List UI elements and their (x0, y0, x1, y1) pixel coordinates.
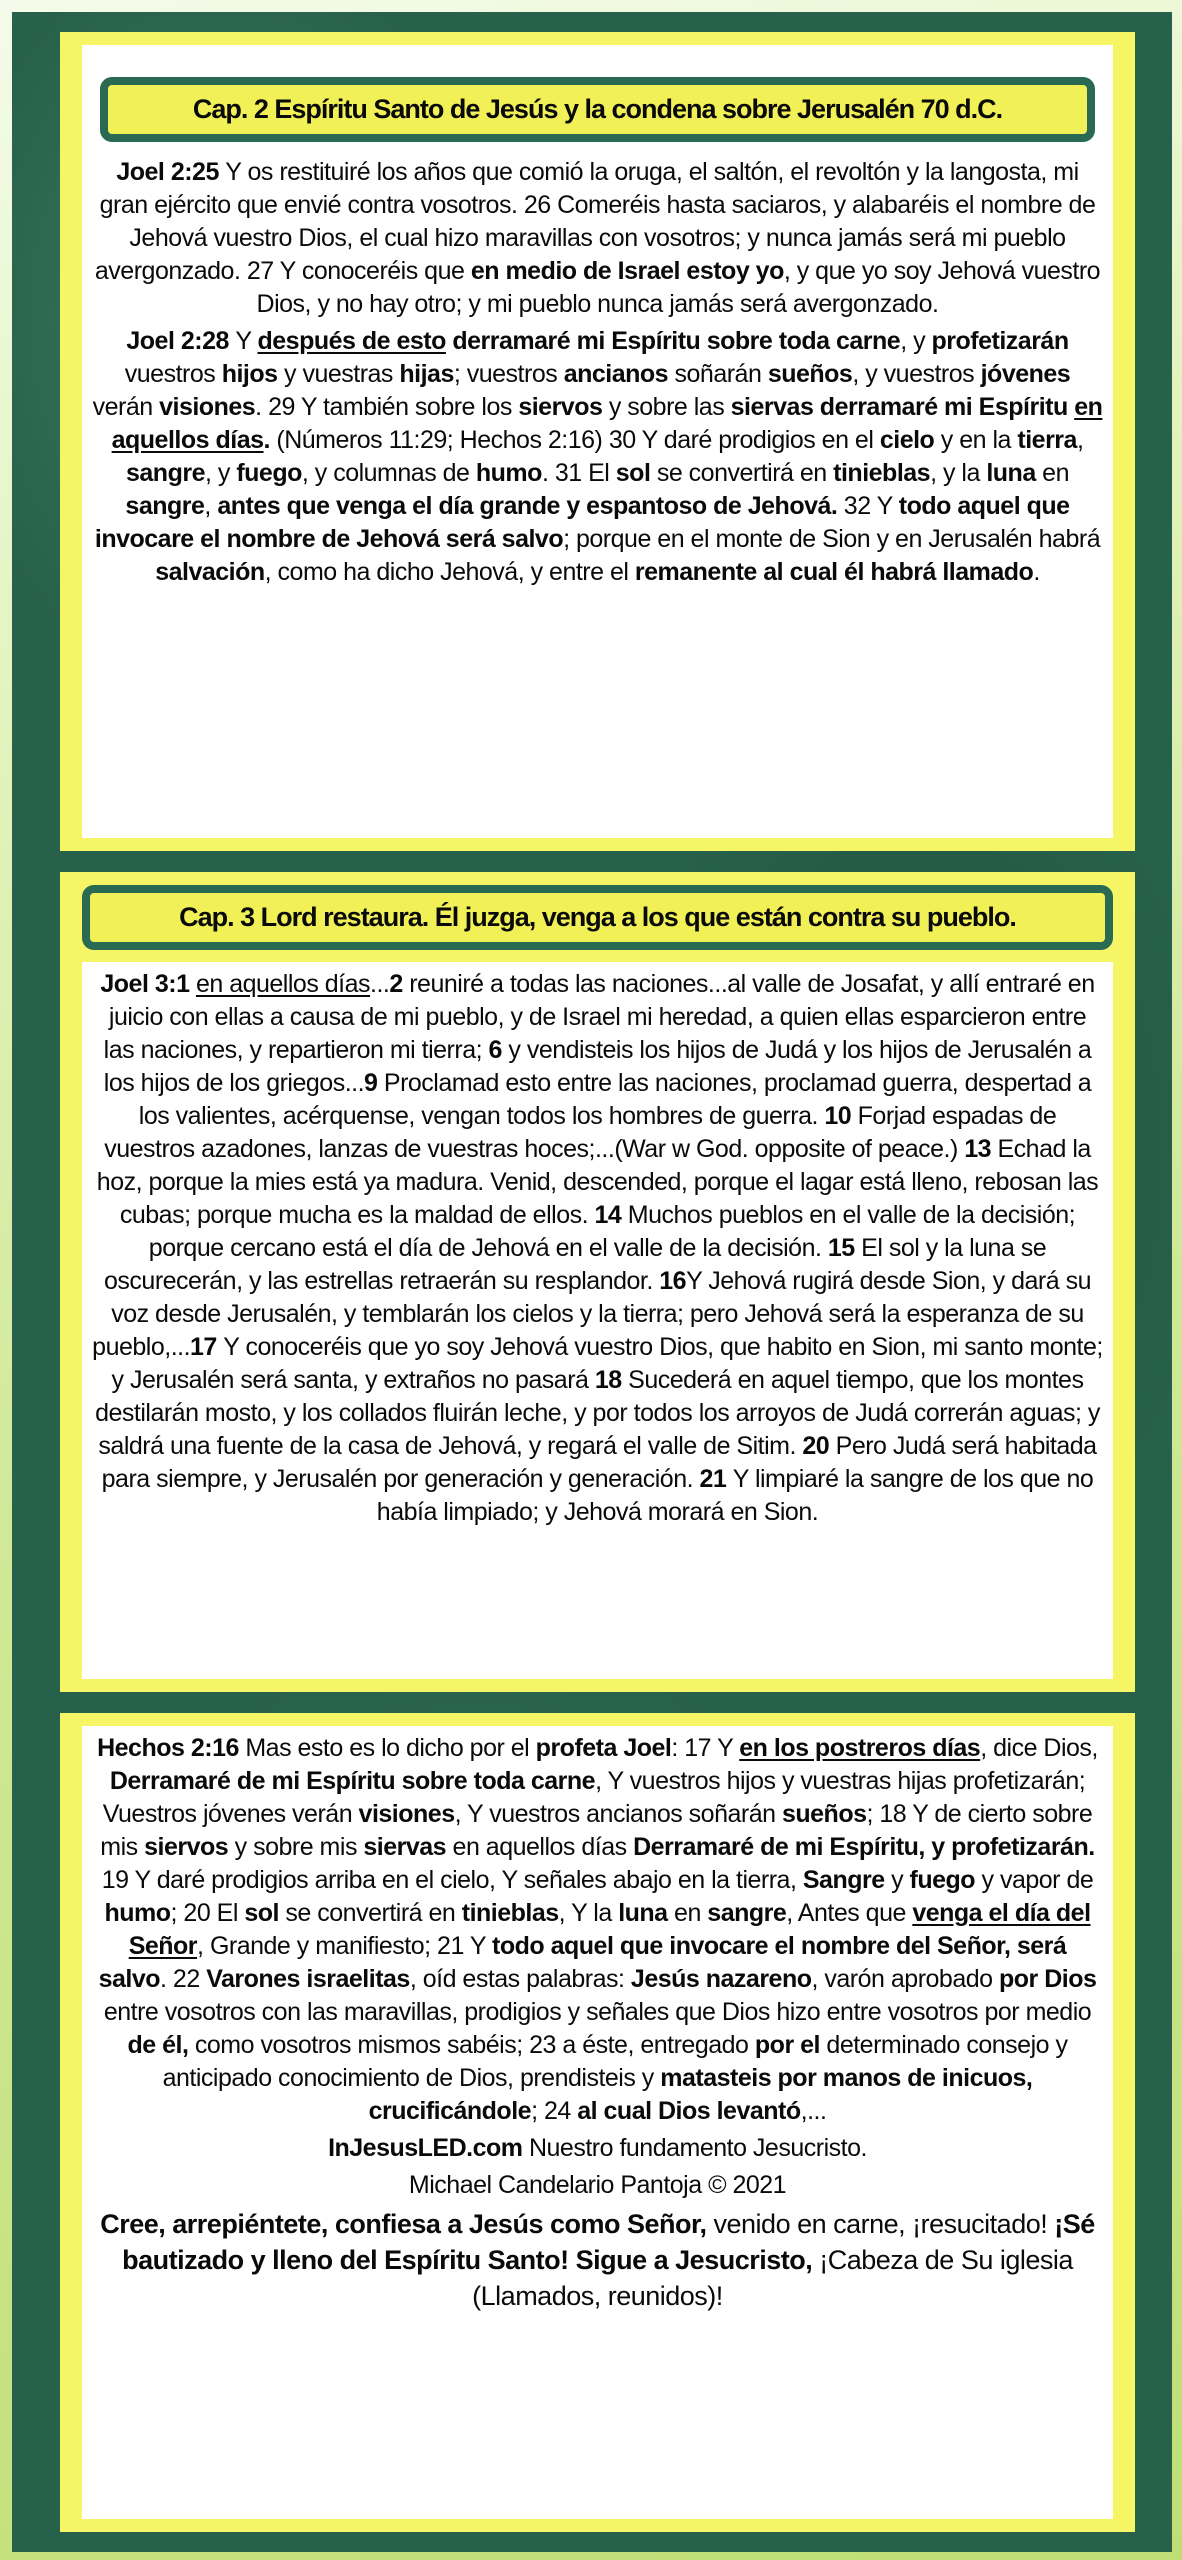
text-run: Hechos 2:16 (97, 1733, 246, 1762)
text-run: 21 (699, 1465, 733, 1494)
text-run: , Antes que (786, 1898, 913, 1927)
outer-frame (12, 12, 1172, 2552)
text-run: , (204, 492, 218, 521)
text-run: todo aquel que invocare el nombre de Jehová será salvo (94, 492, 1070, 554)
text-run: Joel 2:25 (116, 158, 226, 187)
text-run: en aquellos días (446, 1832, 634, 1861)
text-run: 16 (659, 1267, 687, 1296)
panel-joel-3-body (82, 962, 1113, 1678)
text-run: Sangre (802, 1865, 885, 1894)
text-run: en aquellos días (195, 970, 371, 999)
text-run: verán (92, 393, 160, 422)
text-run: . 22 (160, 1964, 207, 1993)
paragraph (92, 2169, 1103, 2202)
text-run: matasteis por manos de inicuos, crucificándole (368, 2063, 1033, 2125)
text-run: , y (204, 459, 237, 488)
text-run: Joel 3:1 (100, 970, 196, 999)
text-run: , y columnas de (301, 459, 476, 488)
text-run: (Números 11:29; Hechos 2:16) 30 Y daré prodigios en el (269, 426, 880, 455)
text-run: humo (104, 1898, 171, 1927)
text-run: fuego (236, 459, 302, 488)
text-run: 19 Y daré prodigios arriba en el cielo, Y señales abajo en la tierra, (101, 1865, 803, 1894)
text-run: . 31 El (541, 459, 616, 488)
text-run: en (1035, 459, 1069, 488)
text-run: sol (615, 459, 651, 488)
text-run: al cual Dios levantó (577, 2096, 801, 2125)
text-run: Y limpiaré la sangre de los que no había limpiado; y Jehová morará en Sion. (376, 1465, 1094, 1527)
text-run: profeta Joel (535, 1733, 672, 1762)
text-run: antes que venga el día grande y espantoso de Jehová. (217, 492, 838, 521)
text-run: Nuestro fundamento Jesucristo. (522, 2133, 867, 2162)
text-run: por Dios (999, 1964, 1097, 1993)
text-run: Cree, arrepiéntete, confiesa a Jesús como Señor, (100, 2208, 707, 2239)
text-run: y vuestras (277, 360, 400, 389)
text-run: hijas (399, 360, 454, 389)
text-run: 17 (190, 1333, 224, 1362)
text-run: y vendisteis los hijos de Judá y los hijos de Jerusalén a los hijos de los griegos... (103, 1036, 1092, 1098)
text-run: 32 Y (837, 492, 899, 521)
text-run: Muchos pueblos en el valle de la decisión; porque cercano está el día de Jehová en el valle de la decisión. (148, 1201, 1076, 1263)
panel-joel-3 (60, 872, 1135, 1691)
text-run: ; 20 El (170, 1898, 245, 1927)
text-run: Derramaré de mi Espíritu, y profetizarán. (633, 1832, 1095, 1861)
panel-joel-2-title (100, 77, 1095, 142)
text-run: en (667, 1898, 708, 1927)
text-run: tinieblas (461, 1898, 559, 1927)
text-run: Mas esto es lo dicho por el (245, 1733, 536, 1762)
text-run: luna (618, 1898, 668, 1927)
text-run: 20 (802, 1432, 836, 1461)
text-run: siervas (363, 1832, 447, 1861)
text-run: , y (900, 327, 932, 356)
text-run: sangre (125, 459, 205, 488)
text-run: , y la (930, 459, 987, 488)
text-run: soñarán (668, 360, 768, 389)
text-run: salvación (155, 558, 265, 587)
panel-joel-3-text (92, 968, 1103, 1529)
text-run: venido en carne, ¡resucitado! (706, 2208, 1055, 2239)
text-run: sol (244, 1898, 279, 1927)
text-run: Echad la hoz, porque la mies está ya madura. Venid, descended, porque el lagar está lleno, rebosan las cubas; porque mucha es la maldad de ellos. (96, 1135, 1099, 1230)
text-run: visiones (358, 1799, 455, 1828)
text-run: hijos (221, 360, 278, 389)
text-run: , Y vuestros hijos y vuestras hijas profetizarán; Vuestros jóvenes verán (102, 1766, 1086, 1828)
text-run: Michael Candelario Pantoja © 2021 (408, 2170, 787, 2199)
text-run: siervos (518, 393, 603, 422)
text-run: , Y la (558, 1898, 619, 1927)
paragraph (92, 2132, 1103, 2165)
text-run: tierra (1017, 426, 1077, 455)
panel-joel-3-title-text: Cap. 3 Lord restaura. Él juzga, venga a los que están contra su pueblo. (179, 902, 1016, 933)
text-run: 2 (389, 970, 410, 999)
text-run: ¡Sé bautizado y lleno del Espíritu Santo! Sigue a Jesucristo, (122, 2208, 1095, 2275)
text-run: , Y vuestros ancianos soñarán (454, 1799, 782, 1828)
text-run: siervos (144, 1832, 229, 1861)
text-run: Pero Judá será habitada para siempre, y Jerusalén por generación y generación. (101, 1432, 1097, 1494)
text-run: Jesús nazareno (630, 1964, 812, 1993)
paragraph (92, 156, 1103, 321)
text-run: 15 (827, 1234, 862, 1263)
text-run: . (263, 426, 270, 455)
text-run: Y (235, 327, 258, 356)
text-run: Proclamad esto entre las naciones, proclamad guerra, despertad a los valientes, acérquense, vengan todos los hombres de guerra. (138, 1069, 1092, 1131)
text-run: vuestros (124, 360, 222, 389)
text-run: en aquellos días (111, 393, 1103, 455)
text-run: Derramaré de mi Espíritu sobre toda carne (109, 1766, 596, 1795)
text-run: luna (986, 459, 1036, 488)
paragraph (92, 968, 1103, 1529)
text-run: InJesusLED.com (328, 2133, 523, 2162)
panel-joel-2-title-text: Cap. 2 Espíritu Santo de Jesús y la condena sobre Jerusalén 70 d.C. (192, 94, 1003, 124)
text-run: 13 (964, 1135, 998, 1164)
text-run: Forjad espadas de vuestros azadones, lanzas de vuestras hoces;...(War w God. opposite of peace.) (104, 1102, 1057, 1164)
text-run: , oíd estas palabras: (409, 1964, 631, 1993)
text-run: , y vuestros (852, 360, 981, 389)
paragraph (92, 2206, 1103, 2314)
text-run: ; porque en el monte de Sion y en Jerusalén habrá (563, 525, 1101, 554)
text-run: jóvenes (980, 360, 1071, 389)
text-run: de él, (127, 2030, 189, 2059)
text-run: venga el día del Señor (128, 1898, 1091, 1960)
text-run: determinado consejo y anticipado conocimiento de Dios, prendisteis y (162, 2030, 1068, 2092)
text-run: ancianos (563, 360, 669, 389)
text-run: se convertirá en (650, 459, 834, 488)
text-run: visiones (159, 393, 256, 422)
paragraph (92, 1732, 1103, 2128)
text-run: por el (754, 2030, 820, 2059)
panel-joel-2-text (92, 156, 1103, 589)
text-run: humo (475, 459, 542, 488)
text-run: . (1033, 558, 1040, 587)
text-run: derramaré mi Espíritu sobre toda carne (445, 327, 901, 356)
text-run: Y conoceréis que yo soy Jehová vuestro Dios, que habito en Sion, mi santo monte; y Jerusalén será santa, y extraños no pasará (111, 1333, 1103, 1395)
text-run: y sobre mis (228, 1832, 364, 1861)
text-run: ; 24 (531, 2096, 578, 2125)
text-run: , y que yo soy Jehová vuestro Dios, y no hay otro; y mi pueblo nunca jamás será avergonzado. (256, 257, 1101, 319)
panel-hechos-2-text (92, 1732, 1103, 2314)
text-run: entre vosotros con las maravillas, prodigios y señales que Dios hizo entre vosotros por medio (103, 1997, 1092, 2026)
text-run: ; 18 Y de cierto sobre mis (100, 1799, 1093, 1861)
text-run: ¡Cabeza de Su iglesia (Llamados, reunidos)! (472, 2244, 1073, 2311)
text-run: en medio de Israel estoy yo (470, 257, 784, 286)
text-run: y en la (934, 426, 1018, 455)
text-run: ,... (800, 2096, 827, 2125)
text-run: sueños (781, 1799, 867, 1828)
text-run: cielo (879, 426, 935, 455)
text-run: Y os restituiré los años que comió la oruga, el saltón, el revoltón y la langosta, mi gran ejército que envié contra vosotros. 26 Comeréis hasta saciaros, y alabaréis el nombre de Jehová vuestro Dios, el cual hizo maravillas con vosotros; y nunca jamás será mi pueblo avergonzado. 27 Y conoceréis que (94, 158, 1096, 286)
panel-hechos-2 (60, 1713, 1135, 2532)
paragraph (92, 325, 1103, 589)
panel-joel-2-body (82, 45, 1113, 838)
text-run: en los postreros días (739, 1733, 981, 1762)
text-run: ; vuestros (453, 360, 564, 389)
text-run: fuego (909, 1865, 976, 1894)
text-run: sangre (707, 1898, 787, 1927)
text-run: sangre (125, 492, 205, 521)
text-run: Sucederá en aquel tiempo, que los montes destilarán mosto, y los collados fluirán leche, y por todos los arroyos de Judá correrán aguas; y saldrá una fuente de la casa de Jehová, y regará el valle de Sitim. (95, 1366, 1100, 1461)
panel-hechos-2-body (82, 1726, 1113, 2519)
text-run: después de esto (257, 327, 446, 356)
text-run: , varón aprobado (811, 1964, 999, 1993)
text-run: profetizarán (931, 327, 1069, 356)
text-run: , como ha dicho Jehová, y entre el (264, 558, 635, 587)
text-run: se convertirá en (278, 1898, 462, 1927)
panel-joel-3-title (82, 885, 1113, 950)
text-run: ... (370, 970, 390, 999)
text-run: Varones israelitas (206, 1964, 410, 1993)
text-run: y (884, 1865, 910, 1894)
text-run: , dice Dios, (980, 1733, 1098, 1762)
text-run: Joel 2:28 (126, 327, 236, 356)
text-run: 14 (594, 1201, 628, 1230)
text-run: tinieblas (833, 459, 931, 488)
text-run: 9 (364, 1069, 384, 1098)
text-run: 18 (594, 1366, 629, 1395)
text-run: y sobre las (602, 393, 731, 422)
text-run: El sol y la luna se oscurecerán, y las estrellas retraerán su resplandor. (104, 1234, 1047, 1296)
text-run: todo aquel que invocare el nombre del Señor, será salvo (98, 1931, 1067, 1993)
text-run: 10 (824, 1102, 858, 1131)
text-run: , Grande y manifiesto; 21 Y (197, 1931, 493, 1960)
text-run: 6 (488, 1036, 509, 1065)
panel-joel-2 (60, 32, 1135, 851)
text-run: , (1076, 426, 1084, 455)
text-run: : 17 Y (671, 1733, 740, 1762)
text-run: reuniré a todas las naciones...al valle de Josafat, y allí entraré en juicio con ellas a causa de mi pueblo, y de Israel mi heredad, a quien ellas esparcieron entre las naciones, y repartieron mi tierra; (103, 970, 1095, 1065)
text-run: como vosotros mismos sabéis; 23 a éste, entregado (188, 2030, 755, 2059)
text-run: remanente al cual él habrá llamado (634, 558, 1034, 587)
text-run: . 29 Y también sobre los (255, 393, 519, 422)
text-run: y vapor de (975, 1865, 1094, 1894)
text-run: siervas derramaré mi Espíritu (730, 393, 1075, 422)
text-run: sueños (767, 360, 853, 389)
text-run: Y Jehová rugirá desde Sion, y dará su voz desde Jerusalén, y temblarán los cielos y la tierra; pero Jehová será la esperanza de su pueblo,... (92, 1267, 1091, 1362)
